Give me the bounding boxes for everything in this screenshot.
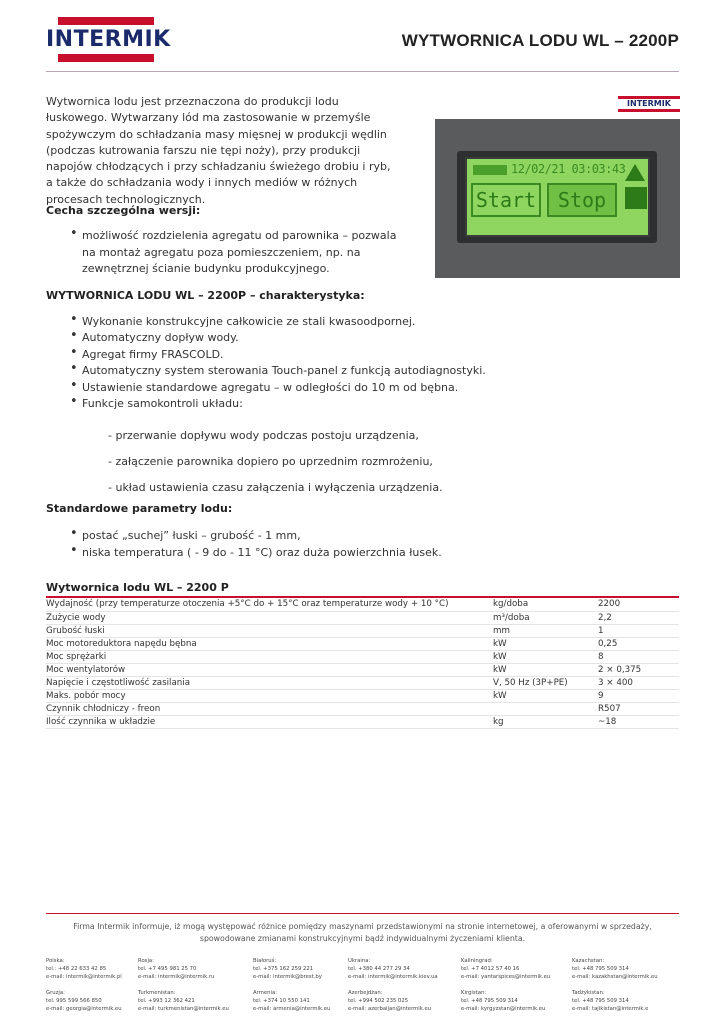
contact-email[interactable]: e-mail: intermik@intermik.ru bbox=[138, 974, 215, 980]
touch-screen bbox=[465, 157, 650, 237]
contact-name: Polska: bbox=[46, 958, 65, 964]
contact-email[interactable]: e-mail: yantarspices@intermik.eu bbox=[461, 974, 551, 980]
contact-tel: tel. +380 44 277 29 34 bbox=[348, 966, 410, 972]
param-name: Moc wentylatorów bbox=[46, 663, 493, 676]
contact-azerbaijan bbox=[348, 989, 468, 1013]
contact-email[interactable]: e-mail: armenia@intermik.eu bbox=[253, 1006, 331, 1012]
characteristics-list bbox=[68, 314, 508, 412]
param-unit: kg/doba bbox=[493, 598, 598, 611]
contact-turkmenistan bbox=[138, 989, 258, 1013]
contact-tel: tel. +48 795 509 314 bbox=[572, 998, 629, 1004]
param-unit: kW bbox=[493, 650, 598, 663]
param-name: Napięcie i częstotliwość zasilania bbox=[46, 677, 493, 690]
contact-kaliningrad bbox=[461, 957, 581, 981]
contact-tel: tel. +7 495 981 25 70 bbox=[138, 966, 197, 972]
contact-tajikistan bbox=[572, 989, 692, 1013]
param-name: Moc motoreduktora napędu bębna bbox=[46, 637, 493, 650]
contact-name: Armenia: bbox=[253, 990, 277, 996]
logo-text: INTERMIK bbox=[46, 27, 171, 52]
list-item: - załączenie parownika dopiero po uprzednim rozmrożeniu, bbox=[108, 455, 433, 468]
table-row bbox=[46, 598, 679, 611]
param-unit: kW bbox=[493, 690, 598, 703]
start-button: Start bbox=[471, 183, 541, 217]
param-value: 2,2 bbox=[598, 611, 679, 624]
logo-bottom-bar bbox=[58, 54, 154, 62]
contact-name: Ukraina: bbox=[348, 958, 371, 964]
param-name: Moc sprężarki bbox=[46, 650, 493, 663]
table-row bbox=[46, 611, 679, 624]
document-title: WYTWORNICA LODU WL – 2200P bbox=[401, 31, 679, 50]
contact-email[interactable]: e-mail: intermik@intermik.kiev.ua bbox=[348, 974, 438, 980]
contact-ukraine bbox=[348, 957, 468, 981]
contact-email[interactable]: e-mail: turkmenistan@intermik.eu bbox=[138, 1006, 229, 1012]
header-divider bbox=[46, 71, 679, 72]
contact-email[interactable]: e-mail: kazakhstan@intermik.eu bbox=[572, 974, 658, 980]
warning-triangle-icon bbox=[625, 164, 645, 181]
param-unit: m³/doba bbox=[493, 611, 598, 624]
table-row bbox=[46, 624, 679, 637]
ice-params-heading: Standardowe parametry lodu: bbox=[46, 502, 233, 515]
intro-paragraph: Wytwornica lodu jest przeznaczona do produkcji lodu łuskowego. Wytwarzany lód ma zastosowanie w przemyśle spożywczym do schładzania masy mięsnej w produkcji wędlin (podczas kutrowania farszu nie tępi noży), przy produkcji napojów chłodzących i przy schładzaniu świeżego drobiu i ryb, a także do schładzania wody i innych mediów w różnych procesach technologicznych. bbox=[46, 95, 391, 206]
table-row bbox=[46, 663, 679, 676]
feature-heading: Cecha szczególna wersji: bbox=[46, 204, 201, 217]
photo-logo-bottom-bar bbox=[618, 109, 680, 112]
contact-email[interactable]: e-mail: intermik@intermik.pl bbox=[46, 974, 122, 980]
param-value: R507 bbox=[598, 703, 679, 716]
list-item: • możliwość rozdzielenia agregatu od parownika – pozwala na montaż agregatu poza pomieszczeniem, np. na zewnętrznej ścianie budynku produkcyjnego. bbox=[68, 228, 398, 278]
table-title: Wytwornica lodu WL – 2200 P bbox=[46, 581, 229, 594]
contact-name: Kaliningrad: bbox=[461, 958, 493, 964]
table-row bbox=[46, 716, 679, 729]
param-unit: kW bbox=[493, 663, 598, 676]
contact-russia bbox=[138, 957, 258, 981]
contact-email[interactable]: e-mail: azerbaijan@intermik.eu bbox=[348, 1006, 432, 1012]
param-value: 0,25 bbox=[598, 637, 679, 650]
param-value: 9 bbox=[598, 690, 679, 703]
contact-email[interactable]: e-mail: tajikistan@intermik.e bbox=[572, 1006, 649, 1012]
product-photo bbox=[435, 94, 680, 278]
contact-name: Rosja: bbox=[138, 958, 154, 964]
table-row bbox=[46, 690, 679, 703]
contact-email[interactable]: e-mail: kyrgyzstan@intermik.eu bbox=[461, 1006, 546, 1012]
param-value: 3 × 400 bbox=[598, 677, 679, 690]
param-name: Czynnik chłodniczy - freon bbox=[46, 703, 493, 716]
contact-tel: tel. 995 599 566 850 bbox=[46, 998, 102, 1004]
list-item: • Automatyczny dopływ wody. bbox=[68, 330, 508, 346]
intermik-logo bbox=[46, 17, 171, 63]
param-name: Ilość czynnika w układzie bbox=[46, 716, 493, 729]
param-value: ~18 bbox=[598, 716, 679, 729]
contact-name: Gruzja: bbox=[46, 990, 65, 996]
list-item: - przerwanie dopływu wody podczas postoju urządzenia, bbox=[108, 429, 419, 442]
contact-name: Białoruś: bbox=[253, 958, 277, 964]
table-row bbox=[46, 637, 679, 650]
stop-button: Stop bbox=[547, 183, 617, 217]
param-name: Grubość łuski bbox=[46, 624, 493, 637]
list-item: • Ustawienie standardowe agregatu – w odległości do 10 m od bębna. bbox=[68, 380, 508, 396]
contact-tel: tel. +7 4012 57 40 16 bbox=[461, 966, 520, 972]
contact-email[interactable]: e-mail: intermik@brest.by bbox=[253, 974, 322, 980]
contact-kyrgyzstan bbox=[461, 989, 581, 1013]
screen-datetime: 12/02/21 03:03:43 bbox=[511, 162, 626, 176]
param-value: 2 × 0,375 bbox=[598, 663, 679, 676]
feature-list bbox=[68, 228, 398, 278]
list-item: • Wykonanie konstrukcyjne całkowicie ze stali kwasoodpornej. bbox=[68, 314, 508, 330]
param-unit: kW bbox=[493, 637, 598, 650]
param-value: 1 bbox=[598, 624, 679, 637]
list-item: • Agregat firmy FRASCOLD. bbox=[68, 347, 508, 363]
contact-kazakhstan bbox=[572, 957, 692, 981]
param-name: Wydajność (przy temperaturze otoczenia +5°C do + 15°C oraz temperaturze wody + 10 °C) bbox=[46, 598, 493, 611]
footer-divider bbox=[46, 913, 679, 914]
spec-table bbox=[46, 598, 679, 729]
list-item: - układ ustawienia czasu załączenia i wyłączenia urządzenia. bbox=[108, 481, 443, 494]
contact-tel: tel. +48 795 509 314 bbox=[461, 998, 518, 1004]
param-unit: mm bbox=[493, 624, 598, 637]
photo-logo-text: INTERMIK bbox=[627, 99, 671, 108]
list-item: • Funkcje samokontroli układu: bbox=[68, 396, 508, 412]
contact-name: Kirgistan: bbox=[461, 990, 487, 996]
contact-tel: tel. +375 162 259 221 bbox=[253, 966, 314, 972]
contact-name: Azerbejdżan: bbox=[348, 990, 383, 996]
contact-tel: tel. +374 10 550 141 bbox=[253, 998, 310, 1004]
characteristics-heading: WYTWORNICA LODU WL – 2200P – charakterystyka: bbox=[46, 289, 365, 302]
contact-name: Tadżykistan: bbox=[572, 990, 605, 996]
table-row bbox=[46, 650, 679, 663]
table-row bbox=[46, 677, 679, 690]
param-name: Maks. pobór mocy bbox=[46, 690, 493, 703]
contact-tel: tel. +994 502 235 025 bbox=[348, 998, 409, 1004]
contact-name: Kazachstan: bbox=[572, 958, 605, 964]
ice-params-list bbox=[68, 528, 468, 561]
self-control-list bbox=[108, 423, 443, 501]
param-value: 8 bbox=[598, 650, 679, 663]
list-item: • postać „suchej” łuski – grubość - 1 mm, bbox=[68, 528, 468, 545]
contact-tel: tel. +48 795 509 314 bbox=[572, 966, 629, 972]
screen-status-bar bbox=[473, 165, 507, 175]
param-unit: V, 50 Hz (3P+PE) bbox=[493, 677, 598, 690]
param-unit bbox=[493, 703, 598, 716]
contact-name: Turkmenistan: bbox=[138, 990, 176, 996]
list-item: • Automatyczny system sterowania Touch-panel z funkcją autodiagnostyki. bbox=[68, 363, 508, 379]
list-item: • niska temperatura ( - 9 do - 11 °C) oraz duża powierzchnia łusek. bbox=[68, 545, 468, 562]
contact-tel: tel. +993 12 362 421 bbox=[138, 998, 195, 1004]
param-value: 2200 bbox=[598, 598, 679, 611]
param-name: Zużycie wody bbox=[46, 611, 493, 624]
logo-top-bar bbox=[58, 17, 154, 25]
footer-disclaimer: Firma Intermik informuje, iż mogą występować różnice pomiędzy maszynami przedstawionymi na stronie internetowej, a oferowanymi w sprzedaży, spowodowane zmianami konstrukcyjnymi bądź indywidualnymi życzeniami klienta. bbox=[73, 922, 652, 943]
contact-tel: tel.: +48 22 633 42 85 bbox=[46, 966, 107, 972]
contact-email[interactable]: e-mail: georgia@intermik.eu bbox=[46, 1006, 122, 1012]
param-unit: kg bbox=[493, 716, 598, 729]
photo-logo bbox=[618, 96, 680, 112]
key-icon bbox=[625, 187, 647, 209]
table-row bbox=[46, 703, 679, 716]
